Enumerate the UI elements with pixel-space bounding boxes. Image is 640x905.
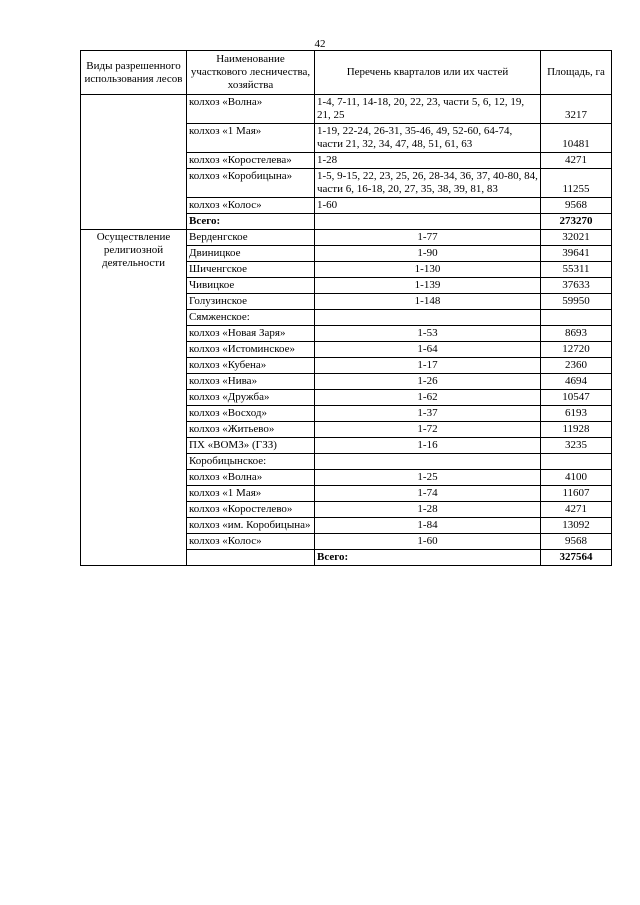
quarters-cell: 1-17 xyxy=(315,358,541,374)
quarters-cell: 1-77 xyxy=(315,230,541,246)
table-header-row xyxy=(81,51,612,95)
area-cell: 39641 xyxy=(541,246,612,262)
forestry-name-cell: Верденгское xyxy=(187,230,315,246)
forestry-name-cell: колхоз «Колос» xyxy=(187,198,315,214)
forestry-name-cell: колхоз «Волна» xyxy=(187,95,315,124)
quarters-cell: 1-64 xyxy=(315,342,541,358)
forestry-name-cell: колхоз «им. Коробицына» xyxy=(187,518,315,534)
forestry-name-cell: колхоз «Новая Заря» xyxy=(187,326,315,342)
quarters-cell: 1-148 xyxy=(315,294,541,310)
forest-use-table xyxy=(80,50,612,566)
header-use-type: Виды разрешенного использования лесов xyxy=(81,51,187,95)
quarters-cell: 1-28 xyxy=(315,153,541,169)
total-label: Всего: xyxy=(315,550,541,566)
forestry-name-cell: колхоз «Коростелева» xyxy=(187,153,315,169)
quarters-cell: 1-84 xyxy=(315,518,541,534)
quarters-cell: 1-139 xyxy=(315,278,541,294)
forestry-name-cell: колхоз «Коростелево» xyxy=(187,502,315,518)
area-cell: 11607 xyxy=(541,486,612,502)
quarters-cell: 1-28 xyxy=(315,502,541,518)
forestry-name-cell: колхоз «Дружба» xyxy=(187,390,315,406)
quarters-cell: 1-16 xyxy=(315,438,541,454)
quarters-cell: 1-37 xyxy=(315,406,541,422)
area-cell: 3235 xyxy=(541,438,612,454)
quarters-cell: 1-60 xyxy=(315,534,541,550)
quarters-cell: 1-53 xyxy=(315,326,541,342)
forestry-name-cell: колхоз «Колос» xyxy=(187,534,315,550)
area-cell: 10547 xyxy=(541,390,612,406)
quarters-cell: 1-26 xyxy=(315,374,541,390)
quarters-cell: 1-90 xyxy=(315,246,541,262)
page-number: 42 xyxy=(314,38,326,50)
area-cell: 4271 xyxy=(541,502,612,518)
forestry-name-cell: Двиницкое xyxy=(187,246,315,262)
forestry-name-cell: колхоз «Волна» xyxy=(187,470,315,486)
area-cell: 13092 xyxy=(541,518,612,534)
forestry-name-cell: Сямженское: xyxy=(187,310,315,326)
area-cell: 59950 xyxy=(541,294,612,310)
area-cell: 11255 xyxy=(541,169,612,198)
quarters-cell xyxy=(315,454,541,470)
area-cell: 4694 xyxy=(541,374,612,390)
total-empty-cell xyxy=(315,214,541,230)
area-cell: 11928 xyxy=(541,422,612,438)
area-cell: 4100 xyxy=(541,470,612,486)
quarters-cell: 1-19, 22-24, 26-31, 35-46, 49, 52-60, 64-74, части 21, 32, 34, 47, 48, 51, 61, 63 xyxy=(315,124,541,153)
quarters-cell: 1-5, 9-15, 22, 23, 25, 26, 28-34, 36, 37, 40-80, 84, части 6, 16-18, 20, 27, 35, 38, 39, 81, 83 xyxy=(315,169,541,198)
quarters-cell: 1-62 xyxy=(315,390,541,406)
area-cell: 9568 xyxy=(541,534,612,550)
area-cell xyxy=(541,454,612,470)
header-quarters: Перечень кварталов или их частей xyxy=(315,51,541,95)
area-cell: 6193 xyxy=(541,406,612,422)
header-forestry-name: Наименование участкового лесничества, хозяйства xyxy=(187,51,315,95)
forestry-name-cell: Голузинское xyxy=(187,294,315,310)
total-label: Всего: xyxy=(187,214,315,230)
area-cell: 9568 xyxy=(541,198,612,214)
table-row xyxy=(81,95,612,124)
area-cell: 55311 xyxy=(541,262,612,278)
area-cell xyxy=(541,310,612,326)
quarters-cell xyxy=(315,310,541,326)
area-cell: 4271 xyxy=(541,153,612,169)
area-cell: 8693 xyxy=(541,326,612,342)
forestry-name-cell: колхоз «1 Мая» xyxy=(187,486,315,502)
total-value: 327564 xyxy=(541,550,612,566)
quarters-cell: 1-25 xyxy=(315,470,541,486)
category-cell: Осуществление религиозной деятельности xyxy=(81,230,187,566)
forestry-name-cell: ПХ «ВОМЗ» (ГЗЗ) xyxy=(187,438,315,454)
forestry-name-cell: колхоз «Нива» xyxy=(187,374,315,390)
quarters-cell: 1-72 xyxy=(315,422,541,438)
forestry-name-cell: колхоз «Коробицына» xyxy=(187,169,315,198)
quarters-cell: 1-4, 7-11, 14-18, 20, 22, 23, части 5, 6, 12, 19, 21, 25 xyxy=(315,95,541,124)
forestry-name-cell: колхоз «1 Мая» xyxy=(187,124,315,153)
area-cell: 2360 xyxy=(541,358,612,374)
quarters-cell: 1-74 xyxy=(315,486,541,502)
area-cell: 32021 xyxy=(541,230,612,246)
forestry-name-cell: Чивицкое xyxy=(187,278,315,294)
header-area: Площадь, га xyxy=(541,51,612,95)
forestry-name-cell: колхоз «Истоминское» xyxy=(187,342,315,358)
group1-body xyxy=(81,95,612,230)
area-cell: 3217 xyxy=(541,95,612,124)
forestry-name-cell: Коробицынское: xyxy=(187,454,315,470)
total-value: 273270 xyxy=(541,214,612,230)
area-cell: 37633 xyxy=(541,278,612,294)
forestry-name-cell: колхоз «Восход» xyxy=(187,406,315,422)
group2-body xyxy=(81,230,612,566)
quarters-cell: 1-60 xyxy=(315,198,541,214)
forestry-name-cell: колхоз «Кубена» xyxy=(187,358,315,374)
quarters-cell: 1-130 xyxy=(315,262,541,278)
total-empty-cell xyxy=(187,550,315,566)
forestry-name-cell: колхоз «Житьево» xyxy=(187,422,315,438)
category-cell-empty xyxy=(81,95,187,230)
area-cell: 12720 xyxy=(541,342,612,358)
forestry-name-cell: Шиченгское xyxy=(187,262,315,278)
area-cell: 10481 xyxy=(541,124,612,153)
table-row xyxy=(81,230,612,246)
